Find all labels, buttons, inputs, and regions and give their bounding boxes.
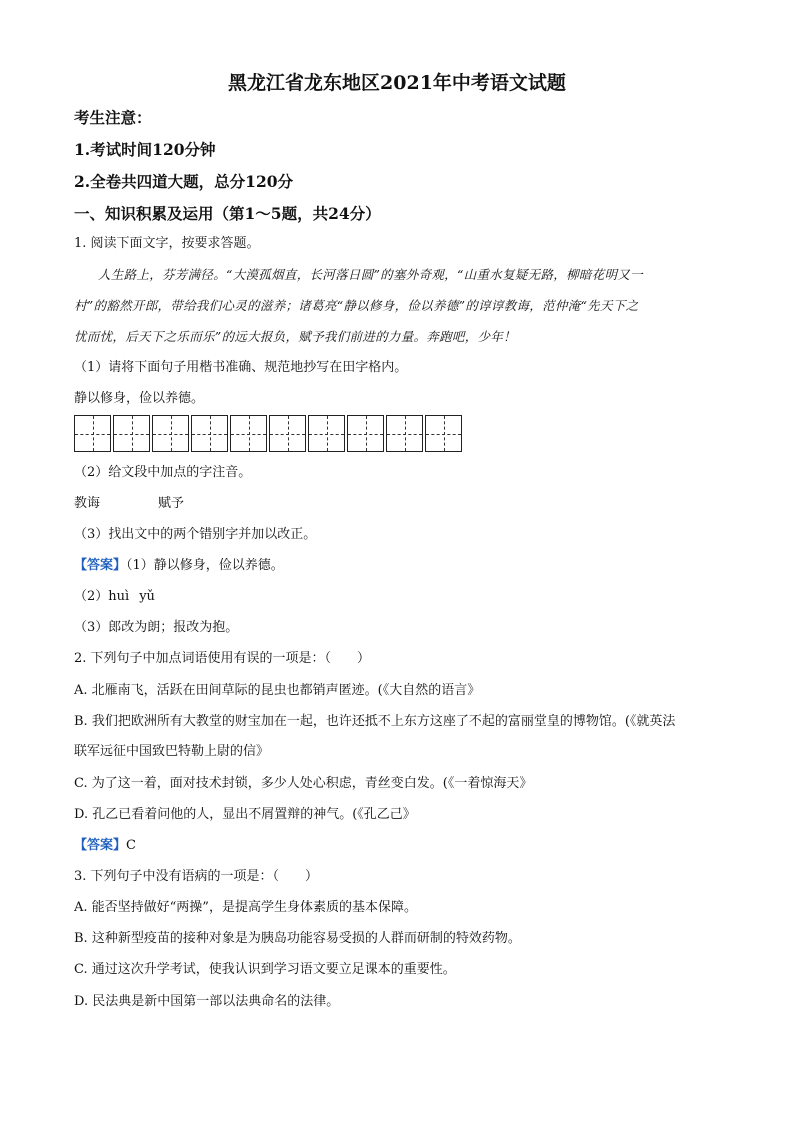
q1-answer-3: （3）郎改为朗；报改为抱。 [74, 620, 239, 635]
q1-words [74, 495, 184, 513]
notice-item-2: 2.全卷共四道大题，总分120分 [74, 172, 294, 191]
grid-cell [308, 415, 345, 452]
page-title: 黑龙江省龙东地区2021年中考语文试题 [228, 72, 566, 94]
q1-passage-line-1: 人生路上，芬芳满径。“大漠孤烟直，长河落日圆”的塞外奇观，“山重水复疑无路，柳暗花明又一 [98, 267, 643, 282]
grid-cell [425, 415, 462, 452]
q3-option-a: A. 能否坚持做好“两操”，是提高学生身体素质的基本保障。 [74, 900, 417, 915]
q1-sub-3: （3）找出文中的两个错别字并加以改正。 [74, 527, 317, 542]
q1-passage-line-3: 忧而忧，后天下之乐而乐”的远大报负，赋予我们前进的力量。奔跑吧，少年！ [74, 329, 516, 344]
answer-2-prefix: （2）hu [74, 589, 126, 604]
answer-2-b: yǔ [139, 589, 155, 604]
q3-option-c: C. 通过这次升学考试，使我认识到学习语文要立足课本的重要性。 [74, 962, 456, 977]
grid-cell [347, 415, 384, 452]
notice-item-1: 1.考试时间120分钟 [74, 140, 216, 159]
answer-tag: 【答案】 [74, 558, 127, 573]
q1-sub-1: （1）请将下面句子用楷书准确、规范地抄写在田字格内。 [74, 360, 408, 375]
q1-answer-1: （1）静以修身，俭以养德。 [126, 558, 284, 573]
grid-cell [113, 415, 150, 452]
word-1: 教诲 [74, 496, 101, 511]
word-2: 赋予 [158, 496, 185, 511]
grid-cell [152, 415, 189, 452]
q2-answer-row [74, 837, 136, 855]
q3-stem: 3. 下列句子中没有语病的一项是：（ ） [74, 869, 319, 884]
grid-cell [386, 415, 423, 452]
q2-option-c: C. 为了这一着，面对技术封锁，多少人处心积虑，青丝变白发。(《一着惊海天》 [74, 776, 533, 791]
tianzige-grid [74, 415, 464, 452]
q2-option-a: A. 北雁南飞，活跃在田间草际的昆虫也都销声匿迹。(《大自然的语言》 [74, 683, 481, 698]
q2-option-d: D. 孔乙已看着问他的人，显出不屑置辩的神气。(《孔乙己》 [74, 807, 416, 822]
grid-cell [230, 415, 267, 452]
grid-cell [269, 415, 306, 452]
q1-answer-1-row [74, 557, 284, 575]
answer-2-a: ì [125, 589, 130, 604]
q3-option-b: B. 这种新型疫苗的接种对象是为胰岛功能容易受损的人群而研制的特效药物。 [74, 931, 521, 946]
q2-stem: 2. 下列句子中加点词语使用有误的一项是：（ ） [74, 651, 371, 666]
notice-heading: 考生注意： [74, 108, 152, 127]
q2-option-b-line-2: 联军远征中国致巴特勒上尉的信》 [74, 744, 270, 759]
q1-passage-line-2: 村”的豁然开郎，带给我们心灵的滋养；诸葛亮“静以修身，俭以养德”的谆谆教诲，范仲淹“先天下之 [74, 298, 639, 313]
q3-option-d: D. 民法典是新中国第一部以法典命名的法律。 [74, 994, 340, 1009]
q2-option-b-line-1: B. 我们把欧洲所有大教堂的财宝加在一起，也许还抵不上东方这座了不起的富丽堂皇的博物馆。(《就英法 [74, 714, 676, 729]
grid-cell [191, 415, 228, 452]
grid-cell [74, 415, 111, 452]
q1-stem: 1. 阅读下面文字，按要求答题。 [74, 236, 260, 251]
q1-answer-2 [74, 588, 155, 606]
q1-sub-2: （2）给文段中加点的字注音。 [74, 465, 252, 480]
answer-tag: 【答案】 [74, 838, 127, 853]
section-1-heading: 一、知识积累及运用（第1～5题，共24分） [74, 204, 381, 223]
q2-answer: C [126, 838, 136, 853]
q1-sentence: 静以修身，俭以养德。 [74, 391, 205, 406]
